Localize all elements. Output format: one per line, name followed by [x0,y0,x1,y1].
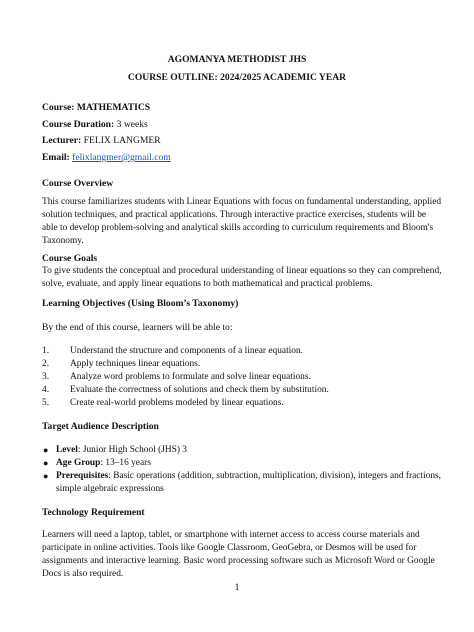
audience-item-label: Prerequisites [56,471,109,481]
technology-text: Learners will need a laptop, tablet, or smartphone with internet access to access course materials and participate in online activities. Tools like Google Classroom, GeoGebra, or Desmos will be used for assignments and interactive learning. Basic word processing software such as Microsoft Word or Google Docs is also required. [42,530,435,579]
goals-text: To give students the conceptual and procedural understanding of linear equations so they can comprehend, solve, evaluate, and apply linear equations to both mathematical and practical problems. [42,266,442,289]
course-line [42,101,150,114]
duration-label: Course Duration: [42,119,115,130]
objective-number: 3. [42,372,50,382]
audience-heading: Target Audience Description [42,421,159,432]
audience-item [56,457,446,470]
school-name: AGOMANYA METHODIST JHS [167,54,307,65]
objective-number: 4. [42,385,50,395]
goals-heading: Course Goals [42,253,98,264]
audience-item-text: : Junior High School (JHS) 3 [77,445,187,455]
course-label: Course: [42,102,75,113]
lecturer-line [42,134,161,147]
course-value: MATHEMATICS [76,102,151,113]
objective-number: 2. [42,359,50,369]
duration-line [42,118,148,131]
objectives-intro: By the end of this course, learners will be able to: [42,322,233,333]
technology-heading: Technology Requirement [42,507,145,518]
objective-item: Apply techniques linear equations. [70,359,201,369]
audience-item [56,470,446,496]
objective-item: Create real-world problems modeled by linear equations. [70,398,284,408]
email-label: Email: [42,152,70,163]
audience-item-label: Level [56,445,78,455]
objectives-heading: Learning Objectives (Using Bloom’s Taxonomy) [42,298,239,309]
bullet-icon: ● [43,471,49,481]
objective-item: Analyze word problems to formulate and solve linear equations. [70,372,311,382]
email-link[interactable]: felixlangmer@gmail.com [72,152,171,163]
audience-item-text: : 13–16 years [100,458,151,468]
email-line [42,151,171,164]
objective-number: 5. [42,398,50,408]
audience-item [56,444,446,457]
lecturer-value: FELIX LANGMER [83,135,161,146]
bullet-icon: ● [43,458,49,468]
overview-text: This course familiarizes students with Linear Equations with focus on fundamental understanding, applied solution techniques, and practical applications. Through interactive practice exercises, students will be able to develop problem-solving and analytical skills according to curriculum requirements and Bloom's Taxonomy. [42,197,442,246]
page-number: 1 [234,582,240,593]
overview-heading: Course Overview [42,178,114,189]
objective-item: Evaluate the correctness of solutions and check them by substitution. [70,385,329,395]
bullet-icon: ● [43,445,49,455]
audience-item-text: : Basic operations (addition, subtraction, multiplication, division), integers and fractions, simple algebraic expressions [56,471,441,494]
objective-item: Understand the structure and components of a linear equation. [70,346,303,356]
lecturer-label: Lecturer: [42,135,82,146]
outline-title: COURSE OUTLINE: 2024/2025 ACADEMIC YEAR [127,72,347,83]
objective-number: 1. [42,346,50,356]
duration-value: 3 weeks [116,119,148,130]
audience-item-label: Age Group [56,458,101,468]
